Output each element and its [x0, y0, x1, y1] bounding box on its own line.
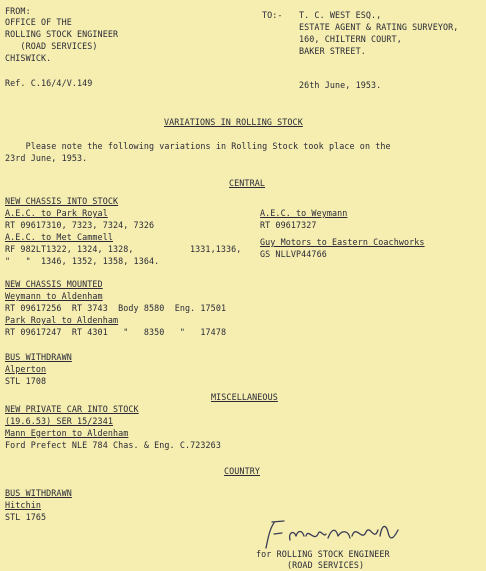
ford-prefect-line: Ford Prefect NLE 784 Chas. & Eng. C.723263 — [5, 440, 221, 450]
private-car-sub: (19.6.53) SER 15/2341 — [5, 416, 113, 426]
reference-number: Ref. C.16/4/V.149 — [5, 78, 93, 88]
from-label: FROM: — [5, 6, 31, 16]
guy-eastern-line: GS NLLVP44766 — [260, 249, 327, 259]
aec-park-royal-line: RT 09617310, 7323, 7324, 7326 — [5, 220, 155, 230]
weymann-aldenham-line: RT 09617256 RT 3743 Body 8580 Eng. 17501 — [5, 303, 227, 313]
new-chassis-heading: NEW CHASSIS INTO STOCK — [5, 196, 119, 206]
country-heading: COUNTRY — [224, 466, 260, 476]
memo-date: 26th June, 1953. — [299, 80, 382, 90]
signoff-line-2: (ROAD SERVICES) — [287, 560, 365, 570]
intro-line-2: 23rd June, 1953. — [5, 153, 88, 163]
country-bus-withdrawn-line: STL 1765 — [5, 512, 47, 522]
central-bus-withdrawn-location: Alperton — [5, 364, 47, 374]
weymann-aldenham-label: Weymann to Aldenham — [5, 291, 103, 301]
aec-met-cammell-line-1: RF 982LT1322, 1324, 1328, — [5, 244, 134, 254]
chassis-mounted-heading: NEW CHASSIS MOUNTED — [5, 279, 103, 289]
central-heading: CENTRAL — [229, 178, 265, 188]
central-bus-withdrawn-heading: BUS WITHDRAWN — [5, 352, 72, 362]
aec-weymann-line: RT 09617327 — [260, 220, 317, 230]
central-bus-withdrawn-line: STL 1708 — [5, 376, 47, 386]
country-bus-withdrawn-heading: BUS WITHDRAWN — [5, 488, 72, 498]
signoff-line-1: for ROLLING STOCK ENGINEER — [256, 549, 390, 559]
recipient-address-1: 160, CHILTERN COURT, — [299, 34, 402, 44]
intro-line-1: Please note the following variations in Rolling Stock took place on the — [5, 141, 391, 151]
from-department: ROLLING STOCK ENGINEER — [5, 29, 119, 39]
from-office: OFFICE OF THE — [5, 17, 72, 27]
recipient-name: T. C. WEST ESQ., — [299, 10, 382, 20]
memo-title: VARIATIONS IN ROLLING STOCK — [164, 117, 303, 127]
miscellaneous-heading: MISCELLANEOUS — [211, 392, 278, 402]
park-royal-aldenham-label: Park Royal to Aldenham — [5, 315, 119, 325]
from-location: CHISWICK. — [5, 53, 52, 63]
recipient-address-2: BAKER STREET. — [299, 46, 366, 56]
recipient-title: ESTATE AGENT & RATING SURVEYOR, — [299, 22, 459, 32]
park-royal-aldenham-line: RT 09617247 RT 4301 " 8350 " 17478 — [5, 327, 227, 337]
mann-egerton-label: Mann Egerton to Aldenham — [5, 428, 129, 438]
aec-met-cammell-label: A.E.C. to Met Cammell — [5, 232, 113, 242]
aec-met-cammell-line-1-cont: 1331,1336, — [190, 244, 242, 254]
aec-weymann-label: A.E.C. to Weymann — [260, 208, 348, 218]
private-car-heading: NEW PRIVATE CAR INTO STOCK — [5, 404, 139, 414]
country-bus-withdrawn-location: Hitchin — [5, 500, 41, 510]
guy-eastern-label: Guy Motors to Eastern Coachworks — [260, 237, 425, 247]
to-label: TO:- — [262, 10, 283, 20]
aec-met-cammell-line-2: " " 1346, 1352, 1358, 1364. — [5, 256, 160, 266]
aec-park-royal-label: A.E.C. to Park Royal — [5, 208, 108, 218]
from-services: (ROAD SERVICES) — [5, 41, 98, 51]
